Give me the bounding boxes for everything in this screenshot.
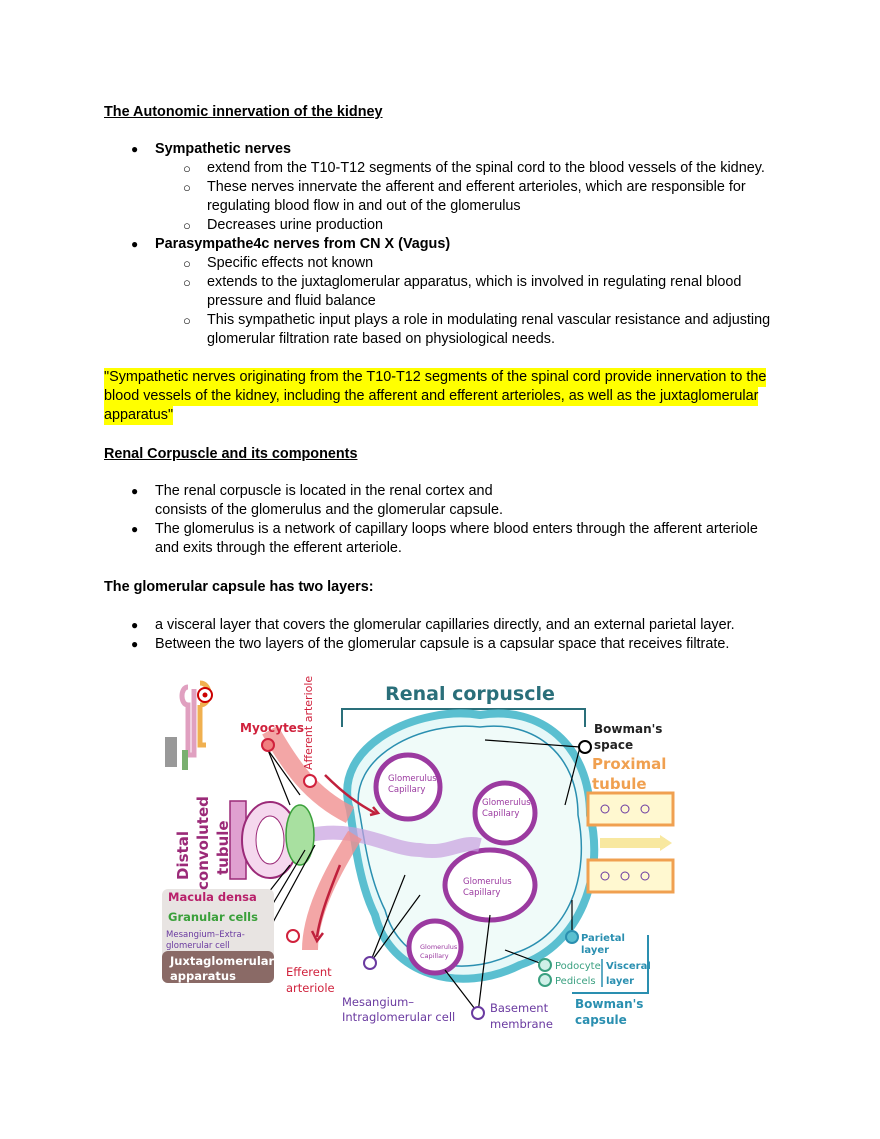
bullet-dot: ●	[131, 637, 139, 651]
label-capillary: Capillary	[388, 785, 426, 795]
sub-bullet-text: glomerular filtration rate based on physiological needs.	[207, 331, 555, 347]
label-afferent-arteriole: Afferent arteriole	[302, 675, 315, 770]
distal-tubule-shape	[230, 801, 314, 879]
bullet-text: a visceral layer that covers the glomerular capillaries directly, and an external parietal layer.	[155, 617, 735, 633]
bullet-text: The glomerulus is a network of capillary loops where blood enters through the afferent arteriole	[155, 521, 758, 537]
label-mesangium-intra: Intraglomerular cell	[342, 1010, 456, 1024]
label-distal-tubule: convoluted	[194, 796, 212, 890]
bullet-dot: ●	[131, 522, 139, 536]
label-parietal-layer: layer	[581, 945, 610, 956]
label-proximal-tubule: tubule	[592, 775, 647, 793]
label-bowmans-space: Bowman's	[594, 722, 663, 736]
sub-bullet-circle: ○	[183, 180, 191, 195]
quote-line: blood vessels of the kidney, including the afferent and efferent arterioles, as well as the juxtaglomerular	[104, 388, 759, 404]
bullet-parasympathetic: Parasympathe4c nerves from CN X (Vagus)	[155, 236, 451, 252]
bullet-dot: ●	[131, 142, 139, 156]
proximal-tubule-shape	[588, 793, 673, 892]
label-efferent-arteriole: Efferent	[286, 965, 332, 979]
bullet-sympathetic: Sympathetic nerves	[155, 141, 291, 157]
sub-bullet-circle: ○	[183, 275, 191, 290]
label-distal-tubule: Distal	[174, 831, 192, 880]
sub-bullet-text: Decreases urine production	[207, 217, 383, 233]
sub-bullet-circle: ○	[183, 256, 191, 271]
label-bowmans-capsule: Bowman's	[575, 997, 644, 1011]
renal-corpuscle-diagram	[160, 675, 680, 1035]
label-jga: apparatus	[170, 969, 236, 983]
sub-bullet-text: pressure and fluid balance	[207, 293, 376, 309]
label-basement-membrane: membrane	[490, 1017, 553, 1031]
sub-bullet-text: regulating blood flow in and out of the glomerulus	[207, 198, 521, 214]
quote-line: apparatus"	[104, 407, 174, 423]
label-capillary: Capillary	[482, 809, 520, 819]
label-distal-tubule: tubule	[214, 820, 232, 875]
label-bowmans-capsule: capsule	[575, 1013, 627, 1027]
label-jga: Juxtaglomerular	[170, 954, 275, 968]
label-visceral-layer: layer	[606, 976, 635, 987]
label-capillary: Glomerulus	[482, 798, 531, 808]
label-capillary: Glomerulus	[420, 943, 458, 951]
label-capillary: Glomerulus	[388, 774, 437, 784]
section-title-renal-corpuscle: Renal Corpuscle and its components	[104, 446, 358, 462]
label-basement-membrane: Basement	[490, 1001, 549, 1015]
nephron-thumbnail	[165, 683, 212, 770]
label-parietal-layer: Parietal	[581, 933, 625, 944]
sub-bullet-circle: ○	[183, 161, 191, 176]
bullet-dot: ●	[131, 237, 139, 251]
label-efferent-arteriole: arteriole	[286, 981, 335, 995]
bullet-text: and exits through the efferent arteriole.	[155, 540, 402, 556]
section-title-autonomic: The Autonomic innervation of the kidney	[104, 104, 383, 120]
label-podocyte: Podocyte	[555, 961, 601, 972]
sub-bullet-text: Specific effects not known	[207, 255, 374, 271]
label-capillary: Glomerulus	[463, 877, 512, 887]
label-mesangium-extra: glomerular cell	[166, 941, 230, 951]
label-visceral-layer: Visceral	[606, 961, 651, 972]
label-mesangium-intra: Mesangium–	[342, 995, 415, 1009]
label-macula-densa: Macula densa	[168, 890, 257, 904]
sub-bullet-text: This sympathetic input plays a role in modulating renal vascular resistance and adjusting	[207, 312, 771, 328]
label-proximal-tubule: Proximal	[592, 755, 667, 773]
label-pedicels: Pedicels	[555, 976, 596, 987]
diagram-title: Renal corpuscle	[385, 683, 555, 705]
label-capillary: Capillary	[463, 888, 501, 898]
sub-bullet-text: extend from the T10-T12 segments of the spinal cord to the blood vessels of the kidney.	[207, 160, 765, 176]
sub-bullet-text: extends to the juxtaglomerular apparatus, which is involved in regulating renal blood	[207, 274, 742, 290]
label-granular-cells: Granular cells	[168, 910, 258, 924]
bullet-dot: ●	[131, 484, 139, 498]
quote-line: "Sympathetic nerves originating from the T10-T12 segments of the spinal cord provide innervation to the	[104, 369, 767, 385]
label-capillary: Capillary	[420, 952, 449, 960]
bullet-text: consists of the glomerulus and the glomerular capsule.	[155, 502, 503, 518]
sub-bullet-circle: ○	[183, 218, 191, 233]
sub-bullet-text: These nerves innervate the afferent and efferent arterioles, which are responsible for	[207, 179, 746, 195]
bullet-text: Between the two layers of the glomerular capsule is a capsular space that receives filtrate.	[155, 636, 730, 652]
sub-bullet-circle: ○	[183, 313, 191, 328]
label-myocytes: Myocytes	[240, 721, 304, 735]
bullet-dot: ●	[131, 618, 139, 632]
bullet-text: The renal corpuscle is located in the renal cortex and	[155, 483, 493, 499]
label-mesangium-extra: Mesangium–Extra-	[166, 930, 245, 940]
section-title-capsule-layers: The glomerular capsule has two layers:	[104, 579, 374, 595]
label-bowmans-space: space	[594, 738, 634, 752]
